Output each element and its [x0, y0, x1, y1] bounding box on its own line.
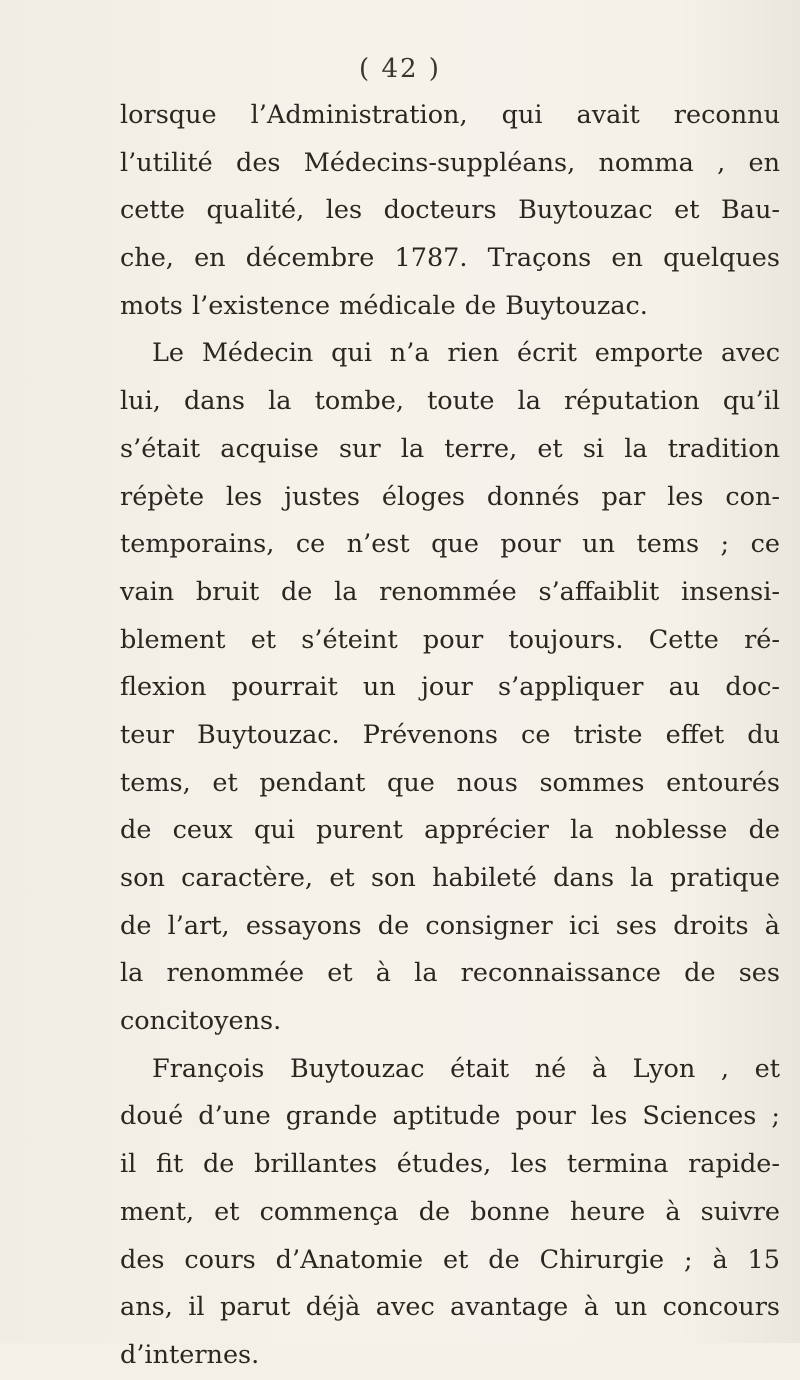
text-line: l’utilité des Médecins-suppléans, nomma , en: [120, 147, 780, 178]
page-number: ( 42 ): [359, 54, 441, 84]
text-line: flexion pourrait un jour s’appliquer au doc-: [120, 672, 780, 703]
text-line: tems, et pendant que nous sommes entourés: [120, 767, 780, 798]
text-line: d’internes.: [120, 1339, 260, 1370]
body-text: [120, 92, 780, 1380]
text-line: doué d’une grande aptitude pour les Sciences ;: [120, 1101, 780, 1132]
text-line: cette qualité, les docteurs Buytouzac et Bau-: [120, 195, 780, 226]
text-line: il fit de brillantes études, les termina rapide-: [120, 1149, 780, 1180]
text-line: de l’art, essayons de consigner ici ses droits à: [120, 910, 780, 941]
text-line: lui, dans la tombe, toute la réputation qu’il: [120, 386, 780, 417]
text-line: temporains, ce n’est que pour un tems ; ce: [120, 529, 780, 560]
text-line: s’était acquise sur la terre, et si la tradition: [120, 433, 780, 464]
text-line: mots l’existence médicale de Buytouzac.: [120, 290, 648, 321]
text-line: répète les justes éloges donnés par les con-: [120, 481, 780, 512]
paragraph-start-line: François Buytouzac était né à Lyon , et: [152, 1053, 780, 1084]
paragraph-start-line: Le Médecin qui n’a rien écrit emporte avec: [152, 338, 780, 369]
text-line: ans, il parut déjà avec avantage à un concours: [120, 1292, 780, 1323]
text-line: lorsque l’Administration, qui avait reconnu: [120, 100, 780, 130]
text-line: la renommée et à la reconnaissance de ses: [120, 958, 780, 989]
text-line: teur Buytouzac. Prévenons ce triste effet du: [120, 719, 780, 750]
text-line: de ceux qui purent apprécier la noblesse de: [120, 815, 780, 846]
text-line: ment, et commença de bonne heure à suivre: [120, 1196, 780, 1227]
text-line: concitoyens.: [120, 1006, 282, 1037]
text-line: blement et s’éteint pour toujours. Cette ré-: [120, 624, 780, 655]
text-line: des cours d’Anatomie et de Chirurgie ; à 15: [120, 1244, 780, 1275]
text-line: vain bruit de la renommée s’affaiblit insensi-: [120, 576, 780, 607]
text-line: son caractère, et son habileté dans la pratique: [120, 863, 780, 893]
text-line: che, en décembre 1787. Traçons en quelques: [120, 243, 780, 274]
